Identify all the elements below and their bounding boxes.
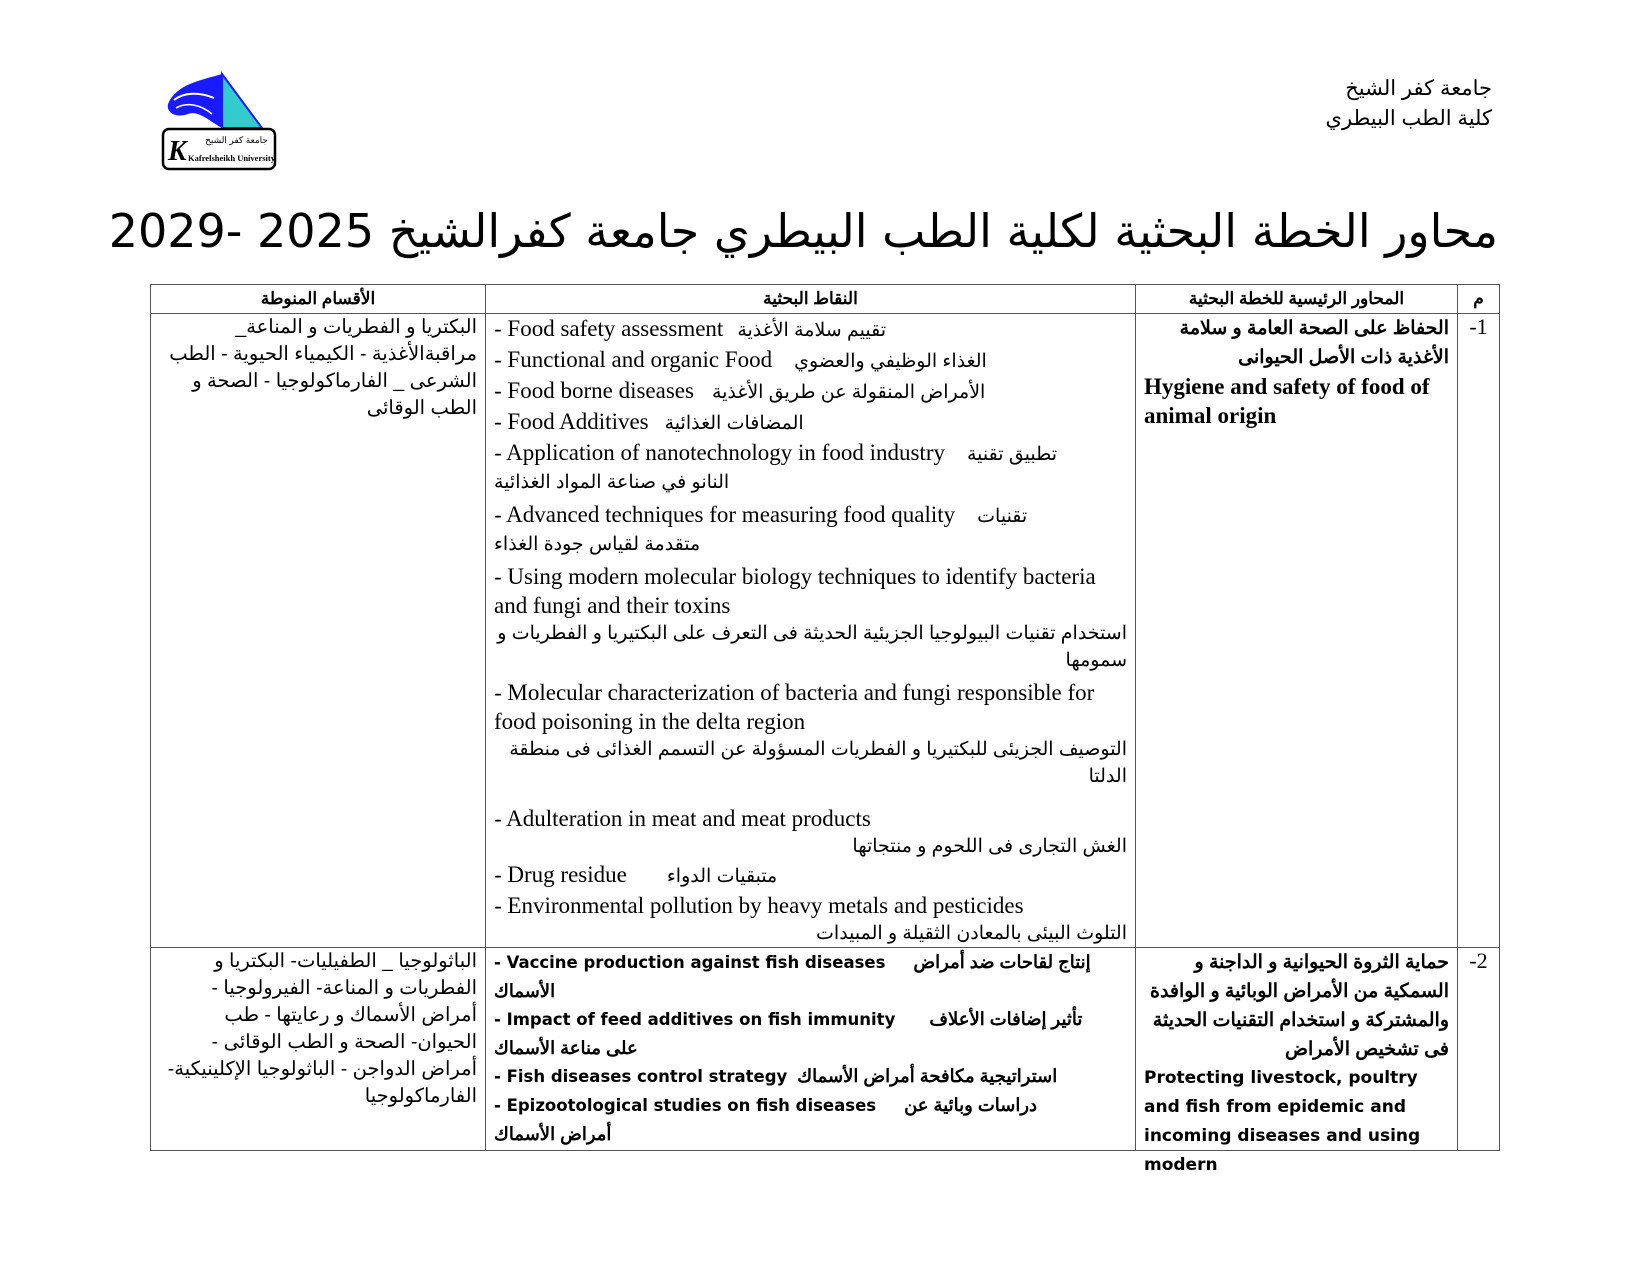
table-row [151,948,1500,1151]
point-ar: الأمراض المنقولة عن طريق الأغذية [711,382,986,403]
row-number: -2 [1458,948,1500,1151]
point-ar-cont: متقدمة لقياس جودة الغذاء [494,534,701,555]
point-ar: المضافات الغذائية [664,413,804,434]
header-axis: المحاور الرئيسية للخطة البحثية [1136,285,1458,314]
research-point [494,678,1127,790]
point-en: - Environmental pollution by heavy metals and pesticides [494,893,1024,918]
point-ar: الغش التجارى فى اللحوم و منتجاتها [852,836,1127,857]
university-name: جامعة كفر الشيخ [1345,77,1492,100]
departments-cell: الباثولوجيا _ الطفيليات- البكتريا و الفطريات و المناعة- الفيرولوجيا - أمراض الأسماك و رعايتها - طب الحيوان- الصحة و الطب الوقائى - أمراض الدواجن - الباثولوجيا الإكلينيكية- الفارماكولوجيا [151,948,486,1151]
page-title: محاور الخطة البحثية لكلية الطب البيطري جامعة كفرالشيخ 2025 -2029 [108,204,1498,258]
university-logo [160,72,278,172]
point-en: - Molecular characterization of bacteria and fungi responsible for food poisoning in the delta region [494,680,1095,734]
research-point [494,500,1127,558]
research-point [494,407,1127,438]
point-en: - Adulteration in meat and meat products [494,806,871,831]
axis-title-en: Protecting livestock, poultry and fish from epidemic and incoming diseases and using modern [1144,1068,1421,1175]
point-ar: تقنيات [977,506,1028,527]
point-ar: متبقيات الدواء [666,866,778,887]
point-en: - Using modern molecular biology techniques to identify bacteria and fungi and their toxins [494,564,1096,618]
point-en: - Epizootological studies on fish diseases [494,1096,877,1115]
table-row [151,314,1500,948]
header-departments: الأقسام المنوطة [151,285,486,314]
departments-cell: البكتريا و الفطريات و المناعة_ مراقبةالأغذية - الكيمياء الحيوية - الطب الشرعى _ الفارماكولوجيا - الصحة و الطب الوقائى [151,314,486,948]
point-en: - Food safety assessment [494,316,724,341]
point-ar: تأثير إضافات الأعلاف [929,1009,1083,1029]
research-point [494,948,1127,1005]
table-header-row [151,285,1500,314]
axis-cell [1136,948,1458,1175]
point-ar: التلوث البيئى بالمعادن الثقيلة و المبيدات [816,923,1127,944]
point-en: - Vaccine production against fish diseases [494,953,886,972]
point-en: - Functional and organic Food [494,347,773,372]
points-cell [486,314,1136,948]
institution-header [1326,74,1492,134]
axis-title-en: Hygiene and safety of food of animal origin [1144,374,1430,428]
research-point [494,1005,1127,1062]
research-point [494,314,1127,345]
point-ar-cont: أمراض الأسماك [494,1124,612,1144]
point-ar: إنتاج لقاحات ضد أمراض [913,952,1091,972]
research-point [494,804,1127,860]
point-en: - Drug residue [494,862,627,887]
axis-cell [1136,314,1458,948]
point-ar: الغذاء الوظيفي والعضوي [794,351,987,372]
point-ar: استراتيجية مكافحة أمراض الأسماك [797,1066,1058,1086]
axis-title-ar: الحفاظ على الصحة العامة و سلامة الأغذية ذات الأصل الحيوانى [1179,318,1449,368]
point-ar-cont: على مناعة الأسماك [494,1038,638,1058]
axis-title-ar: حماية الثروة الحيوانية و الداجنة و السمكية من الأمراض الوبائية و الوافدة والمشتركة و استخدام التقنيات الحديثة فى تشخيص الأمراض [1150,952,1449,1060]
research-point [494,562,1127,674]
research-point [494,438,1127,496]
point-en: - Food borne diseases [494,378,694,403]
research-plan-table [150,284,1500,1175]
point-ar-cont: النانو في صناعة المواد الغذائية [494,472,730,493]
point-ar: تطبيق تقنية [966,444,1058,465]
research-point [494,1062,1127,1091]
logo-caption-ar: جامعة كفر الشيخ [205,135,268,145]
point-en: - Fish diseases control strategy [494,1067,788,1086]
research-point [494,891,1127,947]
kafrelsheikh-university-logo-icon [160,72,278,172]
point-en: - Impact of feed additives on fish immunity [494,1010,896,1029]
faculty-name: كلية الطب البيطري [1325,107,1492,130]
point-ar: التوصيف الجزيئى للبكتيريا و الفطريات المسؤولة عن التسمم الغذائى فى منطقة الدلتا [509,739,1127,787]
point-ar: استخدام تقنيات البيولوجيا الجزيئية الحديثة فى التعرف على البكتيريا و الفطريات و سمومها [497,623,1127,671]
point-en: - Food Additives [494,409,649,434]
research-point [494,860,1127,891]
point-ar-cont: الأسماك [494,981,556,1001]
point-en: - Application of nanotechnology in food industry [494,440,945,465]
research-point [494,345,1127,376]
logo-caption-en: Kafrelsheikh University [188,153,275,163]
points-cell [486,948,1136,1151]
research-point [494,1091,1127,1148]
svg-text:K: K [168,136,187,167]
point-ar: دراسات وبائية عن [904,1095,1038,1115]
point-ar: تقييم سلامة الأغذية [737,320,887,341]
row-number: -1 [1458,314,1500,948]
header-points: النقاط البحثية [486,285,1136,314]
research-point [494,376,1127,407]
header-num: م [1458,285,1500,314]
point-en: - Advanced techniques for measuring food quality [494,502,956,527]
